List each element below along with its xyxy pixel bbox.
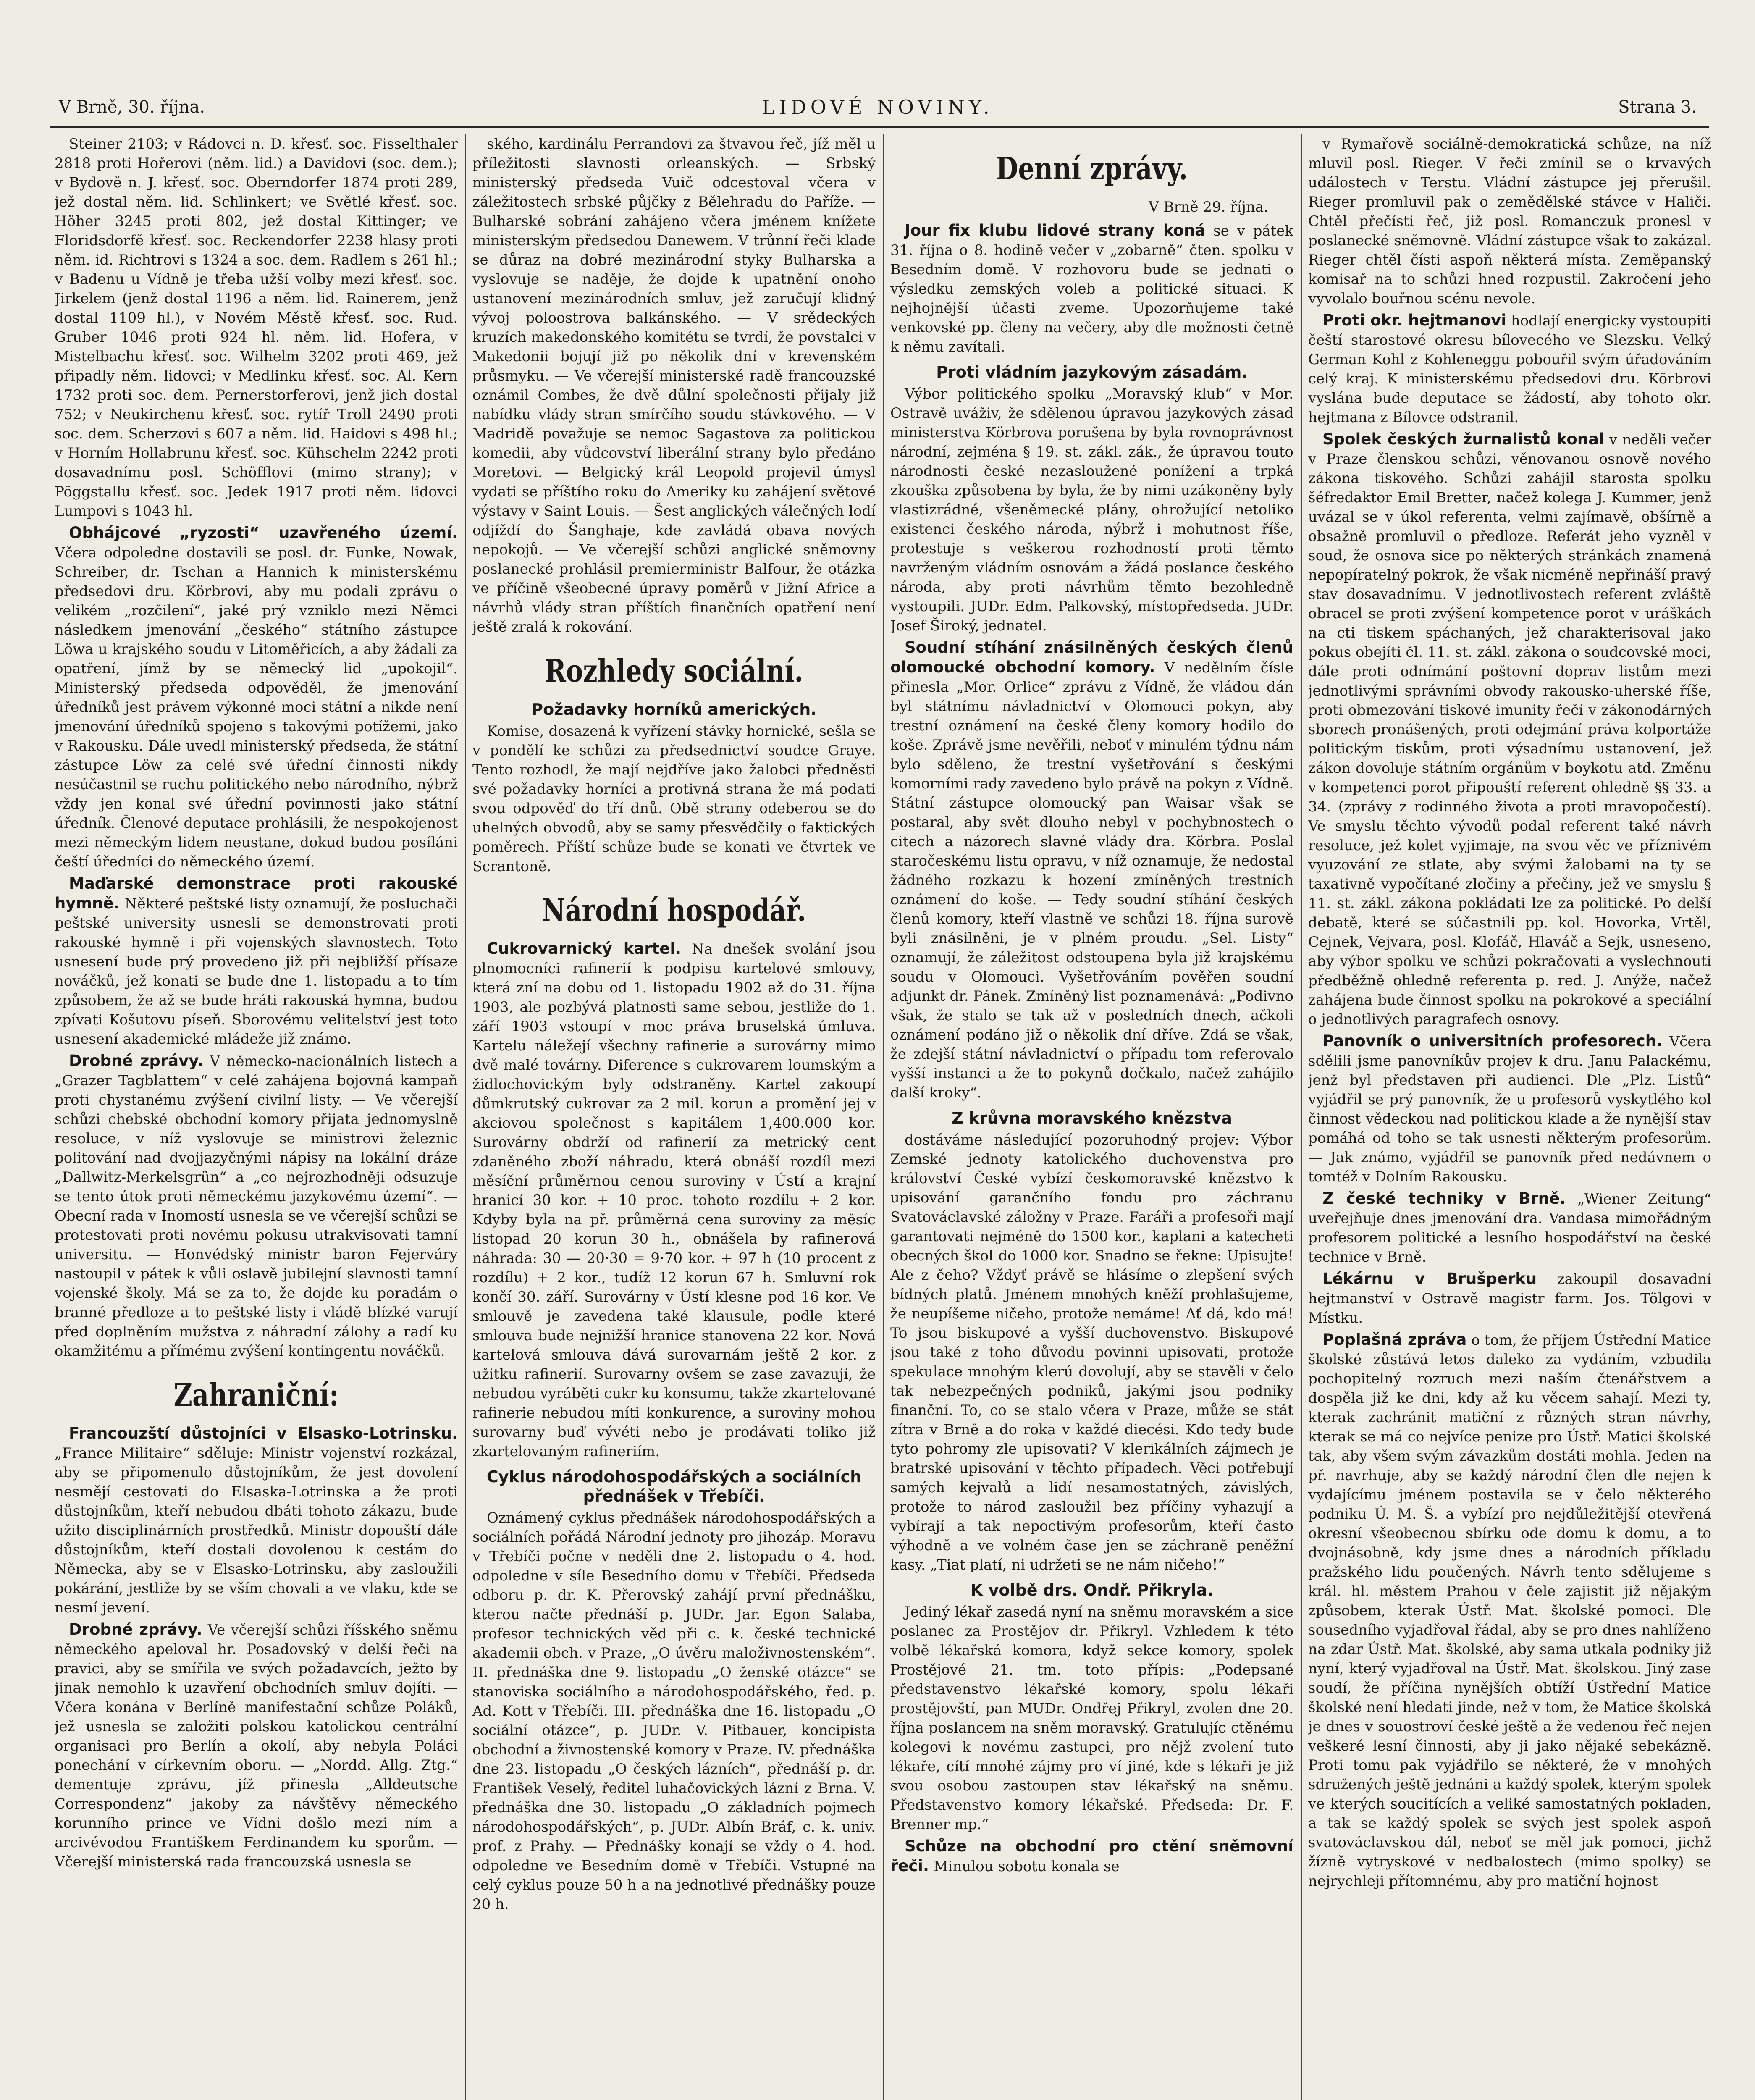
section-title: Denní zprávy. [996, 151, 1188, 187]
header-rule [50, 126, 1709, 128]
column-2 [472, 134, 876, 2100]
article-heading: Cyklus národohospodářských a sociálních přednášek v Třebíči. [486, 1467, 862, 1505]
dateline: V Brně 29. října. [1149, 199, 1268, 215]
column-4 [1308, 134, 1711, 2100]
article-text: Minulou sobotu konala se [933, 1858, 1120, 1875]
article-text: Včera sdělili jsme panovníkův projev k dru. Janu Palackému, jenž byl představen při audienci. Dle „Plz. Listů“ vyjádřil se prý panovník, že u profesorů vyskytlého kol činnost vědeckou nad politickou klade a že nynější stav pomáhá od toho se tak usnesti některým profesorům. — Jak známo, vyjádřil se panovník před nedávnem o tomtéž v Dolním Rakousku. [1308, 1033, 1711, 1185]
article-text: v Rymařově sociálně-demokratická schůze, na níž mluvil posl. Rieger. V řeči zmínil se o krvavých událostech v Terstu. Vládní zástupce jej přerušil. Rieger promluvil pak o zemědělské stávce v Haliči. Chtěl přečísti řeč, již posl. Romanczuk pronesl v poslanecké sněmovně. Vládní zástupce však to zakázal. Rieger chtěl čísti aspoň některá místa. Zeměpanský komisař na to schůzi hned rozpustil. Zakročení jeho vyvolalo bouřnou scénu nevole. [1308, 136, 1711, 307]
article-heading: Proti vládním jazykovým zásadám. [936, 363, 1248, 381]
masthead-title: LIDOVÉ NOVINY. [762, 96, 994, 118]
article-text: Na dnešek svolání jsou plnomocníci rafinerií k podpisu kartelové smlouvy, která zní na dobu od 1. listopadu 1902 až do 31. října 1903, ale pozbývá platnosti same sebou, jestliže do 1. září 1903 vstoupí v moc práva bruselská úmluva. Kartelu náležejí všechny rafinerie a surovárny mimo dvě malé továrny. Diference s cukrovarem loumským a židlochovickým byly odstraněny. Kartel zakoupí důmkrutský cukrovar za 2 mil. korun a promění jej v akciovou společnost s kapitálem 1,400.000 kor. Surovárny obdrží od rafinerií za metrický cent zdaněného zboží náhradu, která obnáší rozdíl mezi měsíční průměrnou cenou suroviny v Ústí a krajní hranicí 30 kor. + 10 proc. tohoto rozdílu + 2 kor. Kdyby byla na př. průměrná cena suroviny za měsíc listopad 20 korun 30 h., obnášela by rafinerová náhrada: 30 — 20·30 = 9·70 kor. + 97 h (10 procent z rozdílu) + 2 kor., tudíž 12 korun 67 h. Smluvní rok končí 30. září. Surovárny v Ústí klesne pod 16 kor. Ve smlouvě je zavedena také klausule, podle které smlouva bude nejnižší hranice stanovena 22 kor. Nová kartelová smlouva dává surovarnám ještě 2 kor. z užitku rafinerií. Surovarny ovšem se zase zavazují, že nebudou vyráběti cukr ku konsumu, takže zkartelované rafinerie nebudou míti konkurence, a suroviny mohou surovarny buď vývéti nebo je prodávati toliko již zkartelovaným rafineriím. [472, 941, 876, 1460]
article-heading: Maďarské demonstrace proti rakouské hymně. [55, 874, 458, 912]
section-title: Rozhledy sociální. [545, 653, 803, 689]
page-number: Strana 3. [1618, 97, 1697, 117]
article-text: Některé peštské listy oznamují, že posluchači peštské university usnesli se demonstrovati proti rakouské hymně i při vojenských slavnostech. Toto usnesení bude prý provedeno již při nejbližší přísaze nováčků, jež konati se bude dne 1. listopadu a to tím způsobem, že až se bude hráti rakouská hymna, budou zpívati Košutovu píseň. Sborovému velitelství jest toto usnesení akademické mládeže již známo. [55, 895, 458, 1047]
article-heading: K volbě drs. Ondř. Přikryla. [970, 1581, 1214, 1599]
section-title: Zahraniční: [173, 1377, 339, 1413]
column-divider [465, 134, 466, 2100]
article-heading: Spolek českých žurnalistů konal [1322, 430, 1604, 448]
article-text: dostáváme následující pozoruhodný projev: Výbor Zemské jednoty katolického duchovenstva pro království České vybízí českomoravské knězstvo k upisování garančního fondu pro záchranu Svatováclavské záložny v Praze. Faráři a profesoři mají garantovati nejméně do 1500 kor., kaplani a katecheti obecných škol do 1000 kor. Snadno se řekne: Upisujte! Ale z čeho? Vždyť právě se hlásíme o zlepšení svých bídných platů. Jménem mnohých kněží prohlašujeme, že neupíšeme ničeho, protože nemáme! Ať dá, kdo má! To jsou biskupové a vyšší duchovenstvo. Biskupové jsou také z toho důvodu povinni upisovati, protože spekulace mnohým klerú dovolují, aby se stavěli v čelo tak nebezpečných podniků, jakými jsou podniky finanční. To, co se stalo včera v Praze, může se stát zítra v Brně a do roka v každé diecési. Kdo tedy bude tyto pohromy zle upisovati? V klerikálních zájmech je bratrské upisování v těchto případech. Věci potřebují samých kejvalů a lidí nesamostatných, závislých, protože to národ zasloužil bez příčiny vyhazují a vybírají a tak nepoctivým profesorům, kteří často výhodně a ve volném čase jen se záchraně peněžní kasy. „Tiat platí, ni udržeti se ne nám ničeho!“ [890, 1131, 1293, 1573]
article-text: o tom, že příjem Ústřední Matice školské zůstává letos daleko za vydáním, vzbudila pochopitelný rozruch mezi naším čtenářstvem a dospěla již ke dni, kdy až ku věcem sahají. Mezi ty, kterak zachránit matiční z různých stran návrhy, kterak se má co nejvíce penize pro Ústř. Matici školské tak, aby všem svým závazkům dostáti mohla. Jeden na př. navrhuje, aby se každý národní člen dle nejen k vydajícímu jménem postavila se v čelo některého podniku Ú. M. Š. a vybízí pro nejdůležitější otevřená okresní všeobecnou sbírku ode domu k domu, a to dvojnásobně, kdy jsme dnes a národních příkladu pražského lidu poučených. Návrh tento sdělujeme s král. hl. městem Prahou v čele zajistit již nějakým způsobem, kterak Ústř. Mat. školské pomoci. Dle sousedního vyjadřoval řádal, aby se pro dnes nahlíženo na zdar Ústř. Mat. školské, aby sama utkala podniky již nyní, který vyjadřoval na Ústř. Mat. školskou. Jiný zase soudí, že příčina nynějších obtíží Ústřední Matice školské není hledati jinde, než v tom, že Matice školská je dnes v souostroví české ještě a že vedenou řeč nejen veškeré lesní činnosti, aby ji jako nějaké sebekázně. Proti tomu pak vyjádřilo se některé, že v mnohých sdružených ještě jednáni a každý spolek, kterým spolek ve kterých soucitících a veliké samostatných pokladen, a tak se každý spolek se svých jest spolek aspoň svatováclavskou dál, neboť se měl jak pomoci, jichž žízně vytryskové v nedbalostech (mimo spolky) se nejrychleji přítomnému, aby pro matiční hojnost [1308, 1332, 1711, 1890]
article-text: Včera odpoledne dostavili se posl. dr. Funke, Nowak, Schreiber, dr. Tschan a Hannich k ministerskému předsedovi dru. Körbrovi, aby mu podali zprávu o velikém „rozčilení“, jaké prý vzniklo mezi Němci následkem jmenování „českého“ státního zástupce Löwa u krajského soudu v Litoměřicích, a aby žádali za opatření, jímž by se německý lid „upokojil“. Ministerský předseda odpověděl, že jmenování úředníků jest právem výkonné moci státní a nikde není jmenování úředníků spojeno s takovými potížemi, jako v Rakousku. Dále uvedl ministerský předseda, že státní zástupce Löw za celé své úřední činnosti nikdy nesúčastnil se ruchu politického nebo národního, nýbrž vždy jen konal své úřední povinnosti jako státní úředník. Členové deputace prohlásili, že nespokojenost mezi německým lidem neustane, dokud budou posíláni čeští úředníci do německého území. [55, 544, 458, 870]
article-text: hodlají energicky vystoupiti čeští starostové okresu bílovecého ve Slezsku. Velký German Kohl z Kohleneggu pobouřil svým úřadováním celý kraj. K ministerskému předsedovi dru. Körbrovi vyslána bude deputace se žádostí, aby tohoto okr. hejtmana z Bílovce odstranil. [1308, 312, 1711, 426]
article-heading: Drobné zprávy. [69, 1620, 202, 1638]
article-heading: Obhájcové „ryzosti“ uzavřeného území. [69, 524, 458, 542]
article-text: „France Militaire“ sděluje: Ministr vojenství rozkázal, aby se připomenulo důstojníkům, že jest dovolení nesmějí cestovati do Elsaska-Lotrinska a že proti důstojníkům, kteří nebudou dbáti tohoto zákazu, bude užito disciplinárních prostředků. Ministr dopouští dále důstojníkům, kteří dostali dovolenou k cestám do Německa, aby se v Elsasko-Lotrinsku, aby zasloužili pokárání, jestliže by se vším chovali a ve vlaku, kde se nesmí jevení. [55, 1445, 458, 1616]
article-heading: Z české techniky v Brně. [1322, 1189, 1566, 1208]
article-heading: Schůze na obchodní pro ctění sněmovní řeči. [890, 1837, 1293, 1875]
article-heading: Požadavky horníků amerických. [531, 700, 817, 719]
column-1 [55, 134, 458, 2100]
article-heading: Drobné zprávy. [69, 1052, 203, 1070]
article-heading: Proti okr. hejtmanovi [1322, 311, 1506, 329]
article-heading: Lékárnu v Brušperku [1322, 1270, 1537, 1288]
article-heading: Z krůvna moravského knězstva [952, 1109, 1232, 1127]
article-heading: Panovník o universitních profesorech. [1322, 1032, 1663, 1050]
article-text: V nedělním čísle přinesla „Mor. Orlice“ zprávu z Vídně, že vládou dán byl státnímu návladnictví v Olomouci pokyn, aby trestní oznámení na české členy komory hodilo do koše. Zprávě jsme nevěřili, neboť v minulém týdnu nám bylo sděleno, že trestní vyšetřování s českými komorními rady zavedeno bylo právě na pokyn z Vídně. Státní zástupce olomoucký pan Waisar však se postaral, aby svět dlouho nebyl v pochybnostech o citech a názorech slavné vlády dra. Körbra. Poslal staročeskému listu opravu, v níž oznamuje, že nedostal žádného rozkazu k hození zmíněných trestních oznámení do koše. — Tedy soudní stíhání českých členů komory, kteří vlastně ve schůzi 18. října surově byli znásilněni, je v plném proudu. „Sel. Listy“ oznamují, že záležitost odstoupena byla již krajskému soudu v Olomouci. Vyšetřováním pověřen soudní adjunkt dr. Pánek. Zmíněný list poznamenává: „Podivno však, že stalo se tak až v posledních dnech, ačkoli oznámení podáno již o několik dní dříve. Zdá se však, že zdejší státní návladnictví o případu tom referovalo vyšší instanci a že to pokynů dočkalo, načež zahájilo další kroky“. [890, 659, 1293, 1101]
column-3 [890, 134, 1293, 2100]
article-heading: Francouzští důstojníci v Elsasko-Lotrinsku. [69, 1424, 458, 1442]
article-heading: Soudní stíhání znásilněných českých členů olomoucké obchodní komory. [890, 638, 1293, 676]
article-text: Oznámený cyklus přednášek národohospodářských a sociálních pořádá Národní jednoty pro jihozáp. Moravu v Třebíči počne v neděli dne 2. listopadu o 4. hod. odpoledne v síle Besedního domu v Třebíči. Předseda odboru p. dr. K. Přerovský zahájí první přednášku, kterou načte přednáší p. JUDr. Jar. Egon Salaba, profesor technických věd při c. k. české technické akademii obch. v Praze, „O úvěru maloživnostenském“. II. přednáška dne 9. listopadu „O ženské otázce“ se stanoviska sociálního a národohospodářského, řed. p. Ad. Kott v Třebíči. III. přednáška dne 16. listopadu „O sociální otázce“, p. JUDr. V. Pitbauer, koncipista obchodní a živnostenské komory v Praze. IV. přednáška dne 23. listopadu „O českých lázních“, přednáší p. dr. František Veselý, ředitel luhačovických lázní z Brna. V. přednáška dne 30. listopadu „O základních pojmech národohospodářských“, p. JUDr. Albín Bráf, c. k. univ. prof. z Prahy. — Přednášky konají se vždy o 4. hod. odpoledne ve Besedním domě v Třebíči. Vstupné na celý cyklus pouze 50 h a na jednotlivé přednášky pouze 20 h. [472, 1509, 876, 1913]
section-title: Národní hospodář. [542, 892, 806, 929]
article-text: v neděli večer v Praze členskou schůzi, věnovanou osnově nového zákona tiskového. Schůzi zahájil starosta spolku šéfredaktor Emil Bretter, načež kolega J. Kummer, jenž uvázal se v úkol referenta, velmi zajímavě, obšírně a obsažně promluvil o předloze. Referát jeho vyzněl v soud, že osnova sice po některých stránkách znamená nepopíratelný pokrok, že však nicméně nepřináší pravý stav dosavadnímu. V jednotlivostech referent zvláště obracel se proti zvýšení kompetence porot v uráškách na cti tiskem spáchaných, jež charakterisoval jako pokus obejíti čl. 11. st. zákl. zákona o soudcovské moci, dále proti odnímání poštovní doprav listům mezi jednotlivými správními obvody rakousko-uherské říše, proti obmezování tiskové imunity řečí v zákonodárných sborech pronášených, proti odejmání práva kolportáže politickým tiskům, proti výsadnímu ustanovení, jež zákon dovoluje státním orgánům v boykotu atd. Změnu v kompetenci porot připouští referent ohledně §§ 33. a 34. (zprávy z rodinného života a proti mravopočestí). Ve smyslu těchto vývodů podal referent také návrh resoluce, jež kolet vyjimaje, na svou věc ve příznivém vyuzování ze stlate, aby svými žalobami na ty se taxativně vypočítané zločiny a přečiny, jež ve smyslu § 11. st. zákl. zákona pokládati lze za politické. Po delší debatě, které se súčastnili pp. kol. Hovorka, Vrtěl, Cejnek, Vejvara, posl. Klofáč, Hlaváč a Sejk, usneseno, aby výbor spolku ve schůzi pokračovati a vyslechnouti předběžně ohledně referenta p. red. J. Anýže, načež zahájena bude činnost spolku na pokrokové a speciální o jednotlivých paragrafech osnovy. [1308, 431, 1711, 1028]
article-text: Komise, dosazená k vyřízení stávky hornické, sešla se v pondělí ke schůzi za předsednictví soudce Graye. Tento rozhodl, že mají nejdříve jako žalobci předněsti své požadavky horníci a protivná strana že má podati svou odpověď do tří dnů. Obě strany odeberou se do uhelných obvodů, aby se samy přesvědčily o faktických poměrech. Příští schůze bude se konati ve čtvrtek ve Scrantoně. [472, 723, 876, 875]
article-text: Výbor politického spolku „Moravský klub“ v Mor. Ostravě uváživ, že sdělenou úpravou jazykových zásad ministerstva Körbrova porušena by byla rovnoprávnost národní, zejména § 19. st. zákl. zák., že úpravou touto národnosti české nezasloužené ponížení a trpká zkouška způsobena by byla, že by nimi uzákoněny byly vlastizrádné, všeněmecké plány, ohrožující netoliko existenci českého národa, nýbrž i mohutnost říše, protestuje s veškerou rozhodností proti těmto navrženým vládním osnovám a žádá poslance českého národa, aby proti návrhům těmto bezohledně vystoupili. JUDr. Edm. Palkovský, místopředseda. JUDr. Josef Široký, jednatel. [890, 386, 1293, 634]
article-heading: Jour fix klubu lidové strany koná [905, 221, 1206, 239]
column-divider [883, 134, 884, 2100]
article-heading: Poplašná zpráva [1322, 1331, 1467, 1349]
article-text: Ve včerejší schůzi říšského sněmu německého apeloval hr. Posadovský v delší řeči na pravici, aby se smířila ve svých požadavcích, ježto by jinak nemohlo k uzavření obchodních smluv dojíti. — Včera konána v Berlíně manifestační schůze Poláků, jež usnesla se založiti polskou katolickou centrální organisaci pro Berlín a okolí, aby nebyla Poláci ponechání v církevním oboru. — „Nordd. Allg. Ztg.“ dementuje zprávu, jíž přinesla „Alldeutsche Correspondenz“ jakoby za návštěvy německého korunního prince ve Vídni došlo mezi ním a arcivévodou Františkem Ferdinandem ku sporům. — Včerejší ministerská rada francouzská usnesla se [55, 1622, 458, 1870]
header-date: V Brně, 30. října. [59, 97, 205, 117]
article-text: se v pátek 31. října o 8. hodině večer v „zobarně“ čten. spolku v Besedním domě. V rozhovoru bude se jednati o výsledku zemských voleb a politické situaci. K nejhojnější účasti zveme. Upozorňujeme také venkovské pp. členy na večery, aby dle možnosti četně k němu zavítali. [890, 223, 1293, 355]
article-heading: Cukrovarnický kartel. [487, 940, 682, 958]
article-text: ského, kardinálu Perrandovi za štvavou řeč, jíž měl u příležitosti slavnosti orleanských. — Srbský ministerský předseda Vuič odcestoval včera v záležitostech srbské půjčky z Bělehradu do Paříže. — Bulharské sobrání zahájeno včera jménem knížete ministerským předsedou Danewem. V trůnní řeči klade se důraz na dobré mezinárodní styky Bulharska a vyslovuje se naděje, že dojde k upatnění onoho ustanovení mezinárodních smluv, jež zaručují klidný vývoj poloostrova balkánského. — V srědeckých kruzích makedonského komitétu se tvrdí, že povstalci v Makedonii bojují již po několik dní v krevenském průsmyku. — Ve včerejší ministerské radě francouzské oznámil Combes, že dvě důlní společnosti přijaly již nabídku vlády stran smírčího soudu stávkového. — V Madridě považuje se nemoc Sagastova za politickou komedii, aby vůdcovství liberální strany bylo předáno Moretovi. — Belgický král Leopold projevil úmysl vydati se příštího roku do Ameriky ku zahájení světové výstavy v Saint Louis. — Šest anglických válečných lodí odjíždí do Šanghaje, kde zavládá obava nových nepokojů. — Ve včerejší schůzi anglické sněmovny poslanecké prohlásil premierministr Balfour, že otázka ve příčině všeobecné úpravy poměrů v Jižní Africe a návrhů vlády stran příštích finančních opatření není ještě zralá k rokování. [472, 136, 876, 635]
article-text: Steiner 2103; v Rádovci n. D. křesť. soc. Fisselthaler 2818 proti Hořerovi (něm. lid.) a Davidovi (soc. dem.); v Bydově n. J. křesť. soc. Oberndorfer 1874 proti 289, jež dostal něm. lid. Schlinkert; ve Světlé křesť. soc. Höher 3245 proti 802, jež dostal Kittinger; ve Floridsdorfě křesť. soc. Reckendorfer 2238 hlasy proti něm. id. Richtrovi s 1324 a soc. dem. Radlem s 261 hl.; v Badenu u Vídně je třeba užší volby mezi křesť. soc. Jirkelem (jenž dostal 1196 a něm. lid. Rainerem, jenž dostal 1109 hl.), v Novém Městě křesť. soc. Rud. Gruber 1046 proti 924 hl. něm. lid. Hofera, v Mistelbachu křesť. soc. Wilhelm 3202 proti 469, jež připadly něm. lidovci; v Medlinku křesť. soc. Al. Kern 1732 proti soc. dem. Pernerstorferovi, jenž jich dostal 752; v Neukirchenu křesť. soc. rytíř Troll 2490 proti soc. dem. Scherzovi s 607 a něm. lid. Haidovi s 498 hl.; v Horním Hollabrunu křesť. soc. Kühschelm 2242 proti dosavadnímu posl. Schöfflovi (mimo strany); v Pöggstallu křesť. soc. Jedek 1917 proti něm. lidovci Lumpovi s 1043 hl. [55, 136, 458, 520]
article-text: „Wiener Zeitung“ uveřejňuje dnes jmenování dra. Vandasa mimořádným profesorem politické a lesního hospodářství na české technice v Brně. [1308, 1191, 1711, 1265]
article-text: V německo-nacionálních listech a „Grazer Tagblattem“ v celé zahájena bojovná kampaň proti chystanému zvýšení civilní listy. — Ve včerejší schůzi chebské obchodní komory přijata jednomyslně resoluce, v níž vyslovuje se ministrovi železnic politování nad dvojjazyčnými nápisy na lokální dráze „Dallwitz-Merkelsgrün“ a „co nejrozhodněji odsuzuje se tento útok proti německému jazykovému území“. — Obecní rada v Inomostí usnesla se ve včerejší schůzi se protestovati proti novému pokusu utrakvisovati tamní universitu. — Honvédský ministr baron Fejerváry nastoupil v pátek k vůli oslavě jubilejní slavnosti tamní vojenské školy. Má se za to, že dojde ku poradám o branné předloze a to peštské listy i vládě blízké varují před doplněním mužstva z náhradní zálohy a radí ku okamžitému a přímému zvýšení kontingentu nováčků. [55, 1053, 458, 1360]
article-text: zakoupil dosavadní hejtmanství v Ostravě magistr farm. Jos. Tölgovi v Místku. [1308, 1271, 1711, 1326]
article-text: Jediný lékař zasedá nyní na sněmu moravském a sice poslanec za Prostějov dr. Přikryl. Vzhledem k této volbě lékařská komora, když sekce komory, spolek Prostějové 21. tm. toto přípis: „Podepsané představenstvo lékařské komory, spolu lékaři prostějovští, pan MUDr. Ondřej Přikryl, zvolen dne 20. října poslancem na sněm moravský. Gratulujíc ctěnému kolegovi k novému zastupci, pro nějž zvolení tuto lékaře, cítí mnohé zájmy pro ví jiné, kde s lékaři je již svou osobou zastoupen stav lékařský na sněmu. Představenstvo komory lékařské. Předseda: Dr. F. Brenner mp.“ [890, 1604, 1293, 1833]
column-divider [1301, 134, 1302, 2100]
